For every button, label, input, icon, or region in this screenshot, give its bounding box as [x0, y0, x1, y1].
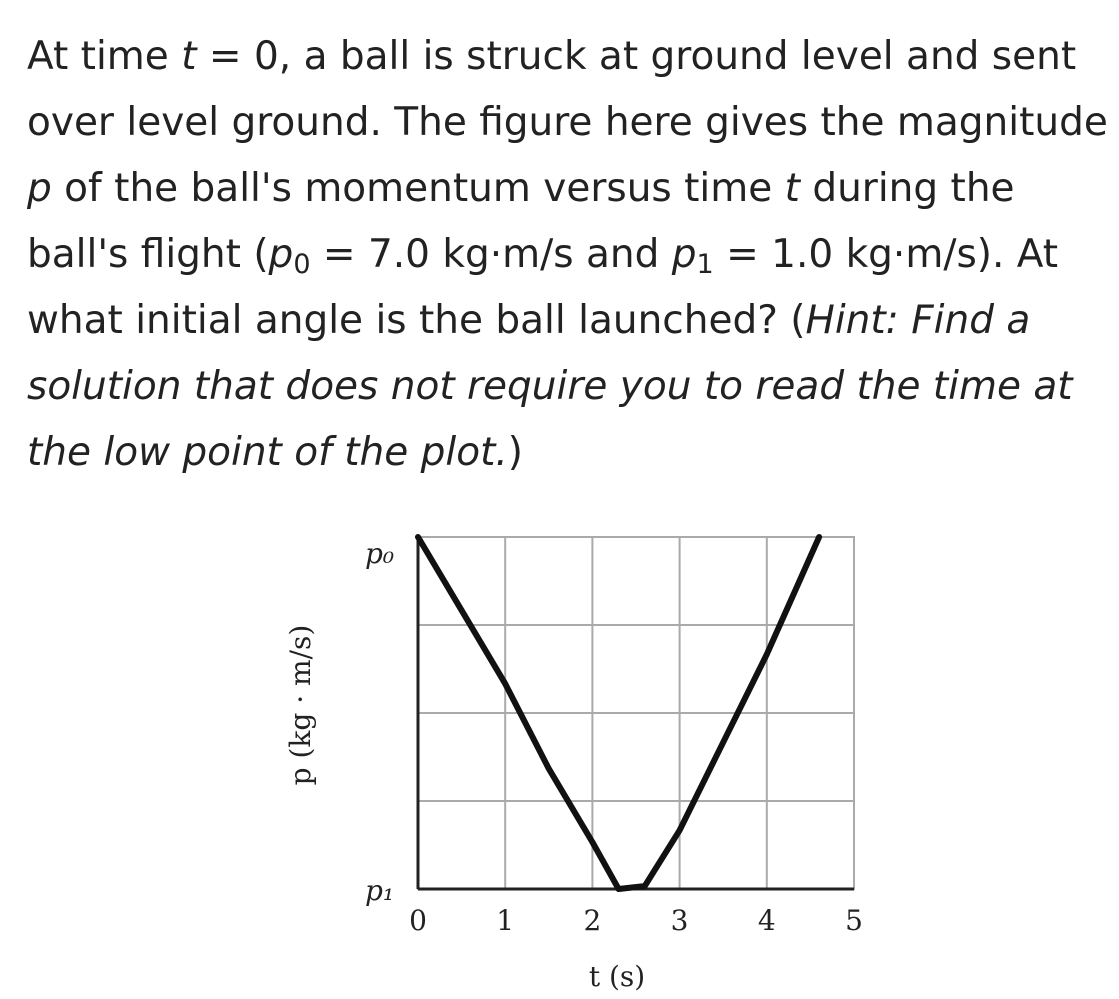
x-tick-labels: [409, 904, 863, 937]
problem-statement: [27, 24, 1112, 486]
plot-grid: [418, 537, 854, 889]
subscript-1: 1: [696, 249, 714, 280]
var-p1: p: [671, 232, 697, 277]
x-tick-label: 1: [496, 904, 515, 937]
problem-text: during the ball's flight (: [27, 166, 1015, 277]
x-axis-label: t (s): [588, 960, 646, 993]
problem-text: of the ball's momentum versus time: [51, 166, 785, 211]
var-p: p: [27, 166, 52, 211]
problem-text: = 1.0 kg·m/s). At what initial angle is the ball launched? (: [27, 232, 1059, 343]
x-tick-label: 3: [670, 904, 689, 937]
y-tick-p1: p₁: [365, 874, 395, 907]
x-tick-label: 2: [583, 904, 602, 937]
hint-text: Hint: Find a solution that does not require you to read the time at the low point of the plot.: [27, 298, 1073, 475]
y-axis-label: p (kg · m/s): [284, 624, 317, 786]
x-tick-label: 0: [409, 904, 427, 937]
problem-text: = 7.0 kg·m/s and: [310, 232, 672, 277]
var-p0: p: [268, 232, 294, 277]
momentum-time-graph: [270, 515, 890, 995]
problem-text: ): [507, 430, 523, 475]
problem-text: At time: [27, 34, 182, 79]
x-tick-label: 4: [757, 904, 776, 937]
subscript-0: 0: [293, 249, 311, 280]
var-t: t: [784, 166, 800, 211]
y-tick-p0: p₀: [365, 537, 395, 570]
x-tick-label: 5: [845, 904, 863, 937]
problem-text: = 0, a ball is struck at ground level and sent over level ground. The figure here gives the magnitude: [27, 34, 1108, 145]
var-t: t: [181, 34, 197, 79]
